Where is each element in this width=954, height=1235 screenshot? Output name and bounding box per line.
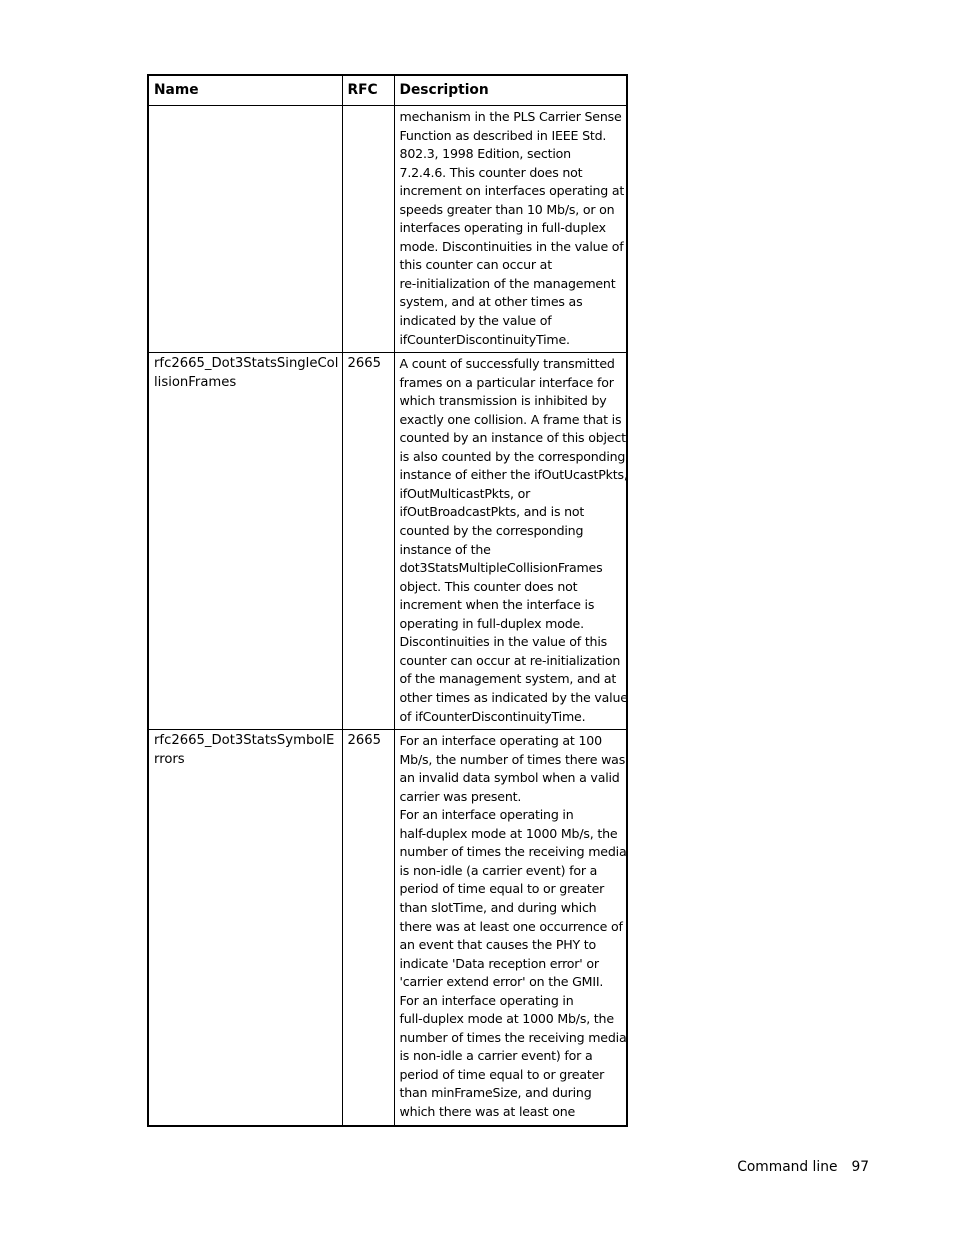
description-line: increment when the interface is	[399, 597, 595, 613]
description-line: other times as indicated by the value	[399, 689, 628, 705]
description-line: instance of the	[399, 541, 491, 557]
description-line: period of time equal to or greater	[399, 881, 605, 897]
description-line: 802.3, 1998 Edition, section	[399, 146, 571, 162]
description-line: For an interface operating at 100	[399, 733, 602, 749]
table-row	[148, 730, 627, 1126]
description-line: For an interface operating in	[399, 992, 574, 1008]
description-line: 7.2.4.6. This counter does not	[399, 164, 583, 180]
row-rfc-cell: 2665	[342, 353, 394, 730]
description-line: Mb/s, the number of times there was	[399, 751, 626, 767]
row-description-cell	[394, 730, 627, 1126]
row-name-cell: rfc2665_Dot3StatsSymbolErrors	[148, 730, 342, 1126]
description-line: mechanism in the PLS Carrier Sense	[399, 109, 622, 124]
description-line: number of times the receiving media	[399, 844, 627, 860]
description-line: than minFrameSize, and during	[399, 1085, 592, 1101]
description-line: ifOutBroadcastPkts, and is not	[399, 504, 585, 520]
description-line: counted by an instance of this object	[399, 430, 626, 446]
description-line: counted by the corresponding	[399, 523, 584, 539]
description-line: of ifCounterDiscontinuityTime.	[399, 708, 586, 724]
description-line: frames on a particular interface for	[399, 374, 614, 390]
column-header-name: Name	[148, 75, 342, 106]
description-line: mode. Discontinuities in the value of	[399, 238, 624, 254]
description-line: object. This counter does not	[399, 578, 578, 594]
description-line: indicated by the value of	[399, 313, 552, 329]
description-line: operating in full-duplex mode.	[399, 615, 584, 631]
table-row	[148, 106, 627, 353]
row-name-cell: rfc2665_Dot3StatsSingleCollisionFrames	[148, 353, 342, 730]
description-line: full-duplex mode at 1000 Mb/s, the	[399, 1011, 614, 1027]
description-line: re-initialization of the management	[399, 275, 616, 291]
description-line: there was at least one occurrence of	[399, 918, 623, 934]
mib-counter-table	[147, 74, 628, 1127]
description-line: which there was at least one	[399, 1103, 576, 1119]
description-line: of the management system, and at	[399, 671, 617, 687]
description-line: an event that causes the PHY to	[399, 937, 597, 953]
row-description-cell	[394, 353, 627, 730]
column-header-description: Description	[394, 75, 627, 106]
table-body	[148, 106, 627, 1126]
description-line: ifCounterDiscontinuityTime.	[399, 331, 570, 347]
description-line: is non-idle a carrier event) for a	[399, 1048, 593, 1064]
description-line: period of time equal to or greater	[399, 1066, 605, 1082]
row-rfc-cell	[342, 106, 394, 353]
page-footer	[0, 1157, 869, 1177]
page-number: 97	[851, 1159, 869, 1175]
description-line: counter can occur at re-initialization	[399, 652, 621, 668]
description-line: 'carrier extend error' on the GMII.	[399, 974, 604, 990]
description-line: number of times the receiving media	[399, 1029, 627, 1045]
description-line: dot3StatsMultipleCollisionFrames	[399, 560, 603, 576]
description-line: carrier was present.	[399, 788, 522, 804]
description-line: is non-idle (a carrier event) for a	[399, 862, 598, 878]
description-line: indicate 'Data reception error' or	[399, 955, 599, 971]
description-line: is also counted by the corresponding	[399, 448, 626, 464]
row-name-cell	[148, 106, 342, 353]
row-description-cell	[394, 106, 627, 353]
description-line: Function as described in IEEE Std.	[399, 127, 607, 143]
description-line: system, and at other times as	[399, 294, 583, 310]
description-line: exactly one collision. A frame that is	[399, 411, 622, 427]
description-line: half-duplex mode at 1000 Mb/s, the	[399, 825, 618, 841]
row-rfc-cell: 2665	[342, 730, 394, 1126]
table-row	[148, 353, 627, 730]
description-line: For an interface operating in	[399, 807, 574, 823]
description-line: which transmission is inhibited by	[399, 393, 607, 409]
description-line: instance of either the ifOutUcastPkts,	[399, 467, 628, 483]
footer-section-title: Command line	[737, 1159, 838, 1175]
description-line: than slotTime, and during which	[399, 899, 597, 915]
description-line: this counter can occur at	[399, 257, 552, 273]
description-line: ifOutMulticastPkts, or	[399, 485, 531, 501]
description-line: increment on interfaces operating at	[399, 183, 625, 199]
description-line: Discontinuities in the value of this	[399, 634, 607, 650]
table-header-row	[148, 75, 627, 106]
description-line: speeds greater than 10 Mb/s, or on	[399, 201, 615, 217]
description-line: A count of successfully transmitted	[399, 356, 615, 372]
description-line: interfaces operating in full-duplex	[399, 220, 606, 236]
description-line: an invalid data symbol when a valid	[399, 770, 620, 786]
column-header-rfc: RFC	[342, 75, 394, 106]
